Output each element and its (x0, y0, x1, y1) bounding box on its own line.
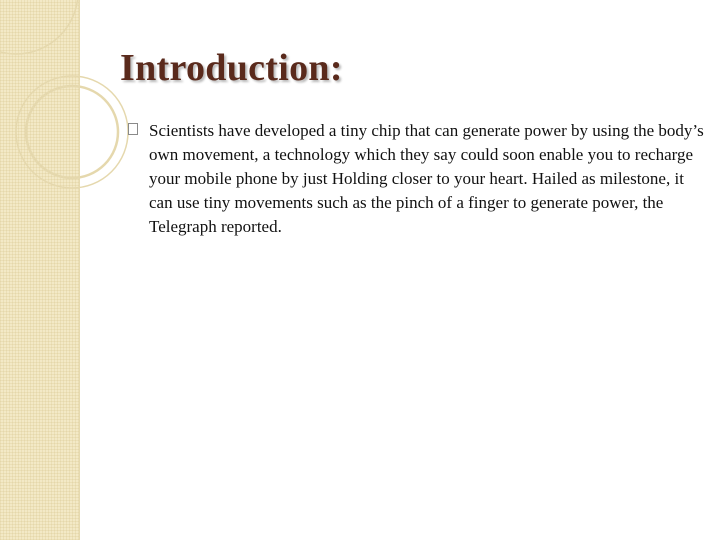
bullet-text: Scientists have developed a tiny chip that can generate power by using the body’s own movement, a technology which they say could soon enable you to recharge your mobile phone by just Holding closer to your heart. Hailed as milestone, it can use tiny movements such as the pinch of a finger to generate power, the Telegraph reported. (149, 121, 704, 236)
decorative-rings (0, 0, 140, 220)
decorative-ring-large (0, 0, 78, 54)
decorative-ring-outer (16, 76, 128, 188)
bullet-square-icon (128, 123, 138, 135)
decorative-ring-inner (26, 86, 118, 178)
slide-title: Introduction: (120, 47, 343, 89)
